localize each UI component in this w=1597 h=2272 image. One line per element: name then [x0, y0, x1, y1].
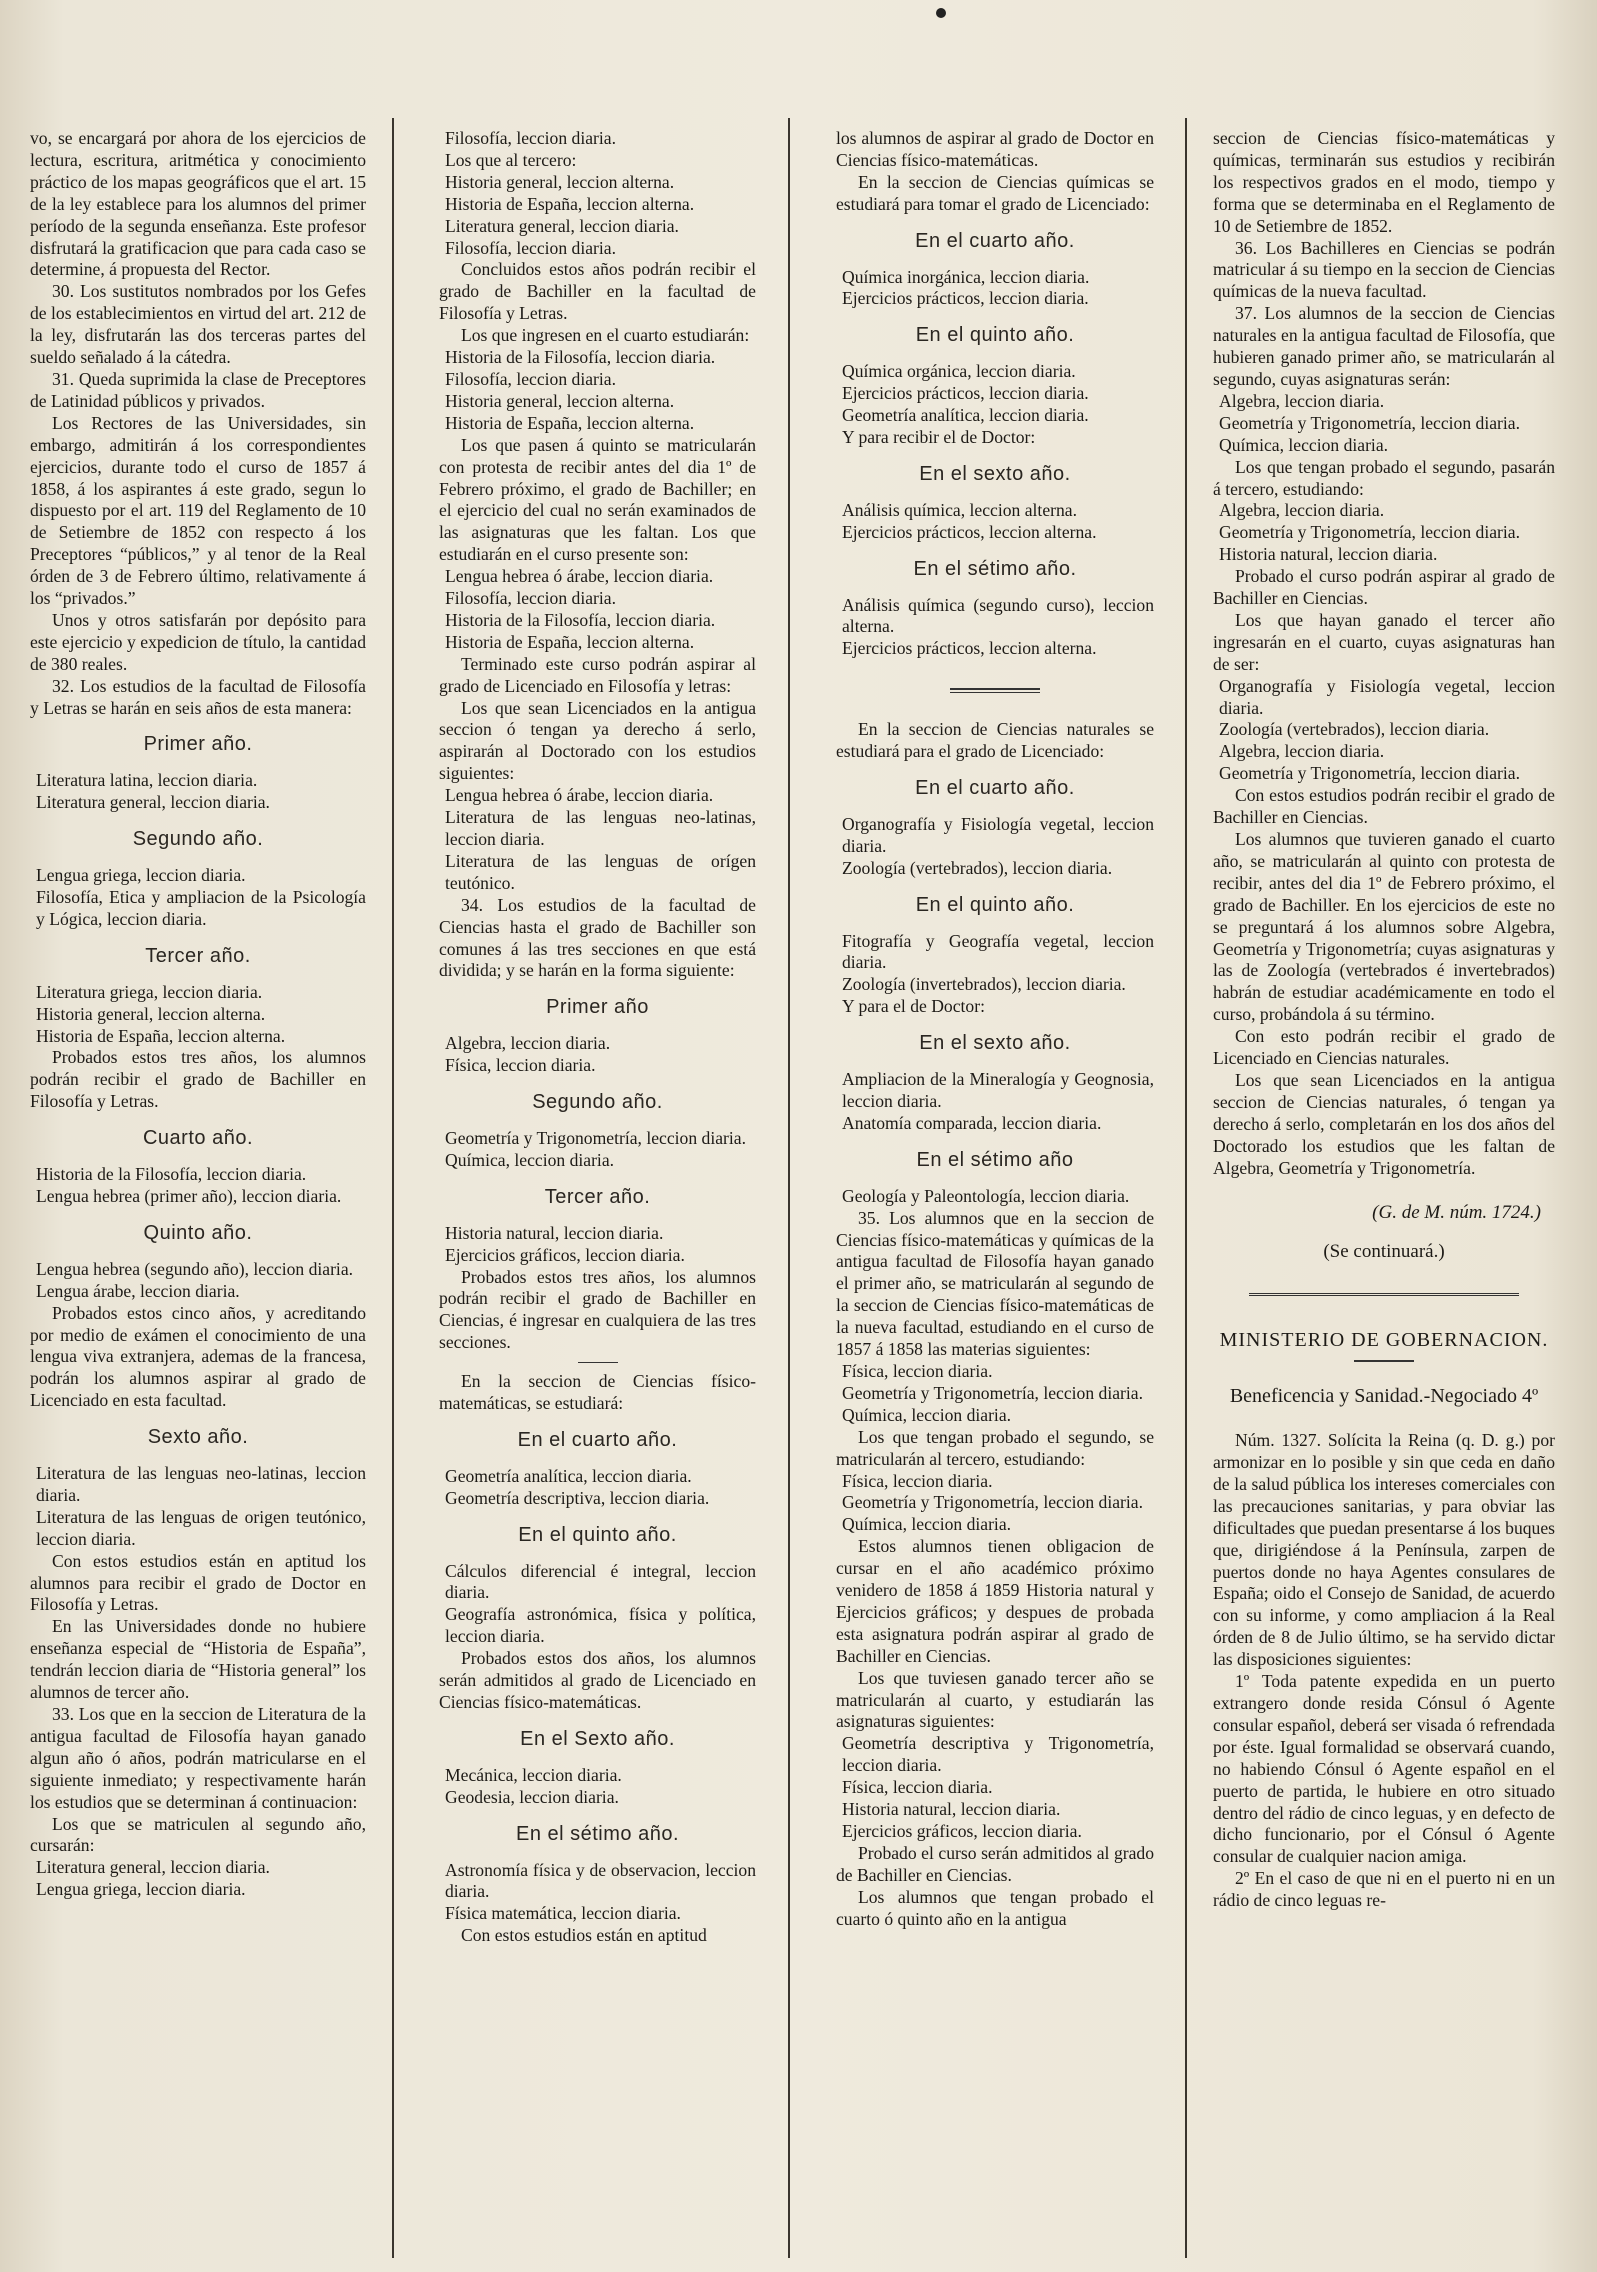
paragraph: Con esto podrán recibir el grado de Licenciado en Ciencias naturales. [1213, 1026, 1555, 1069]
paragraph: Probado el curso podrán aspirar al grado de Bachiller en Ciencias. [1213, 566, 1555, 609]
course-line: Algebra, leccion diaria. [1219, 390, 1385, 411]
course-line: Geometría y Trigonometría, leccion diaria. [445, 1127, 746, 1148]
year-heading: Sexto año. [147, 1426, 249, 1449]
paragraph: Probados estos tres años, los alumnos podrán recibir el grado de Bachiller en Filosofía y Letras. [30, 1047, 366, 1112]
course-line: Análisis química, leccion alterna. [842, 499, 1077, 520]
course-line: Organografía y Fisiología vegetal, leccion diaria. [842, 813, 1154, 856]
source-citation: (G. de M. núm. 1724.) [1372, 1201, 1541, 1223]
course-line: Lengua hebrea ó árabe, leccion diaria. [445, 785, 714, 806]
course-line: Y para el de Doctor: [842, 996, 985, 1017]
course-line: Literatura de las lenguas de orígen teutónico. [445, 850, 756, 893]
paragraph: Los que se matriculen al segundo año, cursarán: [30, 1813, 366, 1856]
paragraph: Concluidos estos años podrán recibir el grado de Bachiller en la facultad de Filosofía y Letras. [439, 259, 756, 324]
year-heading: Tercer año. [145, 944, 251, 967]
course-line: Geometría analítica, leccion diaria. [445, 1465, 692, 1486]
course-line: Lengua hebrea (segundo año), leccion diaria. [36, 1258, 354, 1279]
course-line: Ejercicios prácticos, leccion diaria. [842, 383, 1089, 404]
paragraph: Con estos estudios podrán recibir el grado de Bachiller en Ciencias. [1213, 785, 1555, 828]
paragraph: Los alumnos que tuvieren ganado el cuarto año, se matricularán al quinto con protesta de recibir, antes del dia 1º de Febrero próximo, el grado de Bachiller. En los ejercicios de este no se preguntará á los alumnos sobre Algebra, Geometría y Trigonometría; cuyas asignaturas y las de Zoología (vertebrados é invertebrados) habrán de estudiar académicamente en todo el curso, probándola á su término. [1213, 829, 1555, 1025]
year-heading: En el Sexto año. [520, 1727, 675, 1750]
course-line: Lengua griega, leccion diaria. [36, 1879, 246, 1900]
course-line: Historia de la Filosofía, leccion diaria. [445, 609, 716, 630]
paragraph: Los que sean Licenciados en la antigua seccion de Ciencias naturales, ó tengan ya derecho á serlo, completarán en los dos años del Doctorado los estudios que les faltan de Algebra, Geometría y Trigonometría. [1213, 1069, 1555, 1178]
section-divider [950, 688, 1040, 693]
year-heading: Segundo año. [132, 828, 264, 851]
year-heading: Primer año. [143, 733, 253, 756]
text-column-3 [836, 128, 1154, 2258]
paragraph: Con estos estudios están en aptitud [461, 1925, 707, 1946]
paragraph: Los Rectores de las Universidades, sin embargo, admitirán á los correspondientes ejercicios, durante todo el curso de 1857 á 1858, á los aspirantes á este grado, segun lo dispuesto por el art. 119 del Reglamento de 10 de Setiembre de 1852 con respecto á los Preceptores “públicos,” y al tenor de la Real órden de 3 de Febrero último, relativamente á los “privados.” [30, 412, 366, 609]
paragraph: 34. Los estudios de la facultad de Ciencias hasta el grado de Bachiller son comunes á las tres secciones en que está dividida; y se harán en la forma siguiente: [439, 894, 756, 981]
year-heading: En el quinto año. [915, 893, 1075, 916]
year-heading: En el cuarto año. [915, 229, 1075, 252]
course-line: Algebra, leccion diaria. [445, 1033, 611, 1054]
course-line: Historia general, leccion alterna. [445, 171, 675, 192]
course-line: Química, leccion diaria. [1219, 434, 1389, 455]
paragraph: Probados estos dos años, los alumnos serán admitidos al grado de Licenciado en Ciencias físico-matemáticas. [439, 1648, 756, 1712]
course-line: Filosofía, leccion diaria. [445, 368, 616, 389]
course-line: Literatura griega, leccion diaria. [36, 981, 263, 1002]
course-line: Historia de España, leccion alterna. [445, 412, 695, 433]
course-line: Física, leccion diaria. [842, 1470, 993, 1491]
course-line: Fitografía y Geografía vegetal, leccion diaria. [842, 930, 1154, 973]
text-column-4 [1213, 128, 1555, 2258]
course-line: Ampliacion de la Mineralogía y Geognosia, leccion diaria. [842, 1069, 1154, 1111]
course-line: Lengua hebrea (primer año), leccion diaria. [36, 1185, 342, 1206]
course-line: Zoología (vertebrados), leccion diaria. [842, 857, 1113, 878]
course-line: Química inorgánica, leccion diaria. [842, 266, 1090, 287]
paragraph: los alumnos de aspirar al grado de Doctor en Ciencias físico-matemáticas. [836, 128, 1154, 170]
course-line: Historia general, leccion alterna. [36, 1003, 266, 1024]
section-divider [578, 1362, 618, 1363]
course-line: Química, leccion diaria. [445, 1149, 615, 1170]
continued-note: (Se continuará.) [1323, 1241, 1445, 1263]
course-line: Historia natural, leccion diaria. [1219, 544, 1438, 565]
paragraph: 1º Toda patente expedida en un puerto extrangero donde resida Cónsul ó Agente consular español, deberá ser visada ó refrendada por éste. Igual formalidad se observará cuando, no habiendo Cónsul ó Agente español en el puerto de partida, le hubiere en otro situado dentro del rádio de cinco leguas, y en defecto de dicho funcionario, por el Cónsul ó Agente consular de cualquier nacion amiga. [1213, 1671, 1555, 1867]
paragraph: 37. Los alumnos de la seccion de Ciencias naturales en la antigua facultad de Filosofía, que hubieren ganado primer año, se matricularán al segundo, cuyas asignaturas serán: [1213, 303, 1555, 389]
course-line: Física, leccion diaria. [842, 1360, 993, 1381]
course-line: Física, leccion diaria. [445, 1055, 596, 1076]
paragraph: En la seccion de Ciencias naturales se estudiará para el grado de Licenciado: [836, 719, 1154, 762]
paragraph: Con estos estudios están en aptitud los alumnos para recibir el grado de Doctor en Filosofía y Letras. [30, 1550, 366, 1615]
paragraph: Los que tuviesen ganado tercer año se matricularán al cuarto, y estudiarán las asignaturas siguientes: [836, 1667, 1154, 1732]
year-heading: En el quinto año. [915, 324, 1075, 347]
course-line: Química orgánica, leccion diaria. [842, 361, 1076, 382]
text-column-2 [439, 128, 756, 2258]
year-heading: Tercer año. [544, 1185, 651, 1208]
paragraph: vo, se encargará por ahora de los ejercicios de lectura, escritura, aritmética y conocimiento práctico de los mapas geográficos que el art. 15 de la ley establece para los alumnos del primer período de la segunda enseñanza. Este profesor disfrutará la gratificacion que para cada caso se determine, á propuesta del Rector. [30, 128, 366, 280]
course-line: Mecánica, leccion diaria. [445, 1764, 622, 1785]
paragraph: 35. Los alumnos que en la seccion de Ciencias físico-matemáticas y químicas de la antigua facultad de Filosofía hayan ganado el primer año, se matricularán al segundo de la seccion de Ciencias físico-matemáticas de la nueva facultad, estudiando en el curso de 1857 á 1858 las materias siguientes: [836, 1207, 1154, 1360]
course-line: Filosofía, leccion diaria. [445, 237, 616, 258]
year-heading: En el sétimo año. [515, 1822, 680, 1845]
course-line: Historia de España, leccion alterna. [36, 1025, 286, 1046]
paragraph: Los que tengan probado el segundo, pasarán á tercero, estudiando: [1213, 456, 1555, 499]
course-line: Historia de España, leccion alterna. [445, 193, 695, 214]
course-line: Geometría analítica, leccion diaria. [842, 405, 1089, 426]
course-line: Historia natural, leccion diaria. [445, 1222, 664, 1243]
course-line: Geodesia, leccion diaria. [445, 1786, 619, 1807]
course-line: Historia de la Filosofía, leccion diaria. [445, 347, 716, 368]
paragraph: Unos y otros satisfarán por depósito para este ejercicio y expedicion de título, la cantidad de 380 reales. [30, 609, 366, 674]
course-line: Y para recibir el de Doctor: [842, 426, 1036, 447]
course-line: Historia de la Filosofía, leccion diaria. [36, 1164, 307, 1185]
text-column-1 [30, 128, 366, 2258]
year-heading: En el quinto año. [518, 1523, 677, 1546]
course-line: Ejercicios prácticos, leccion alterna. [842, 521, 1097, 542]
course-line: Geometría y Trigonometría, leccion diaria. [1219, 522, 1520, 543]
department-heading: Beneficencia y Sanidad.-Negociado 4º [1229, 1385, 1539, 1408]
paragraph: Probado el curso serán admitidos al grado de Bachiller en Ciencias. [836, 1842, 1154, 1885]
paragraph: En las Universidades donde no hubiere enseñanza especial de “Historia de España”, tendrán leccion diaria de “Historia general” los alumnos de tercer año. [30, 1616, 366, 1703]
paragraph: 32. Los estudios de la facultad de Filosofía y Letras se harán en seis años de esta manera: [30, 675, 366, 718]
course-line: Organografía y Fisiología vegetal, leccion diaria. [1219, 675, 1555, 718]
course-line: Geometría descriptiva, leccion diaria. [445, 1487, 710, 1508]
paragraph: En la seccion de Ciencias químicas se estudiará para tomar el grado de Licenciado: [836, 171, 1154, 214]
ink-mark [936, 8, 946, 18]
paragraph: Los que sean Licenciados en la antigua seccion ó tengan ya derecho á serlo, aspirarán al Doctorado con los estudios siguientes: [439, 697, 756, 784]
paragraph: 2º En el caso de que ni en el puerto ni en un rádio de cinco leguas re- [1213, 1868, 1555, 1911]
year-heading: En el sétimo año. [913, 557, 1077, 580]
course-line: Filosofía, leccion diaria. [445, 588, 616, 609]
paragraph: seccion de Ciencias físico-matemáticas y químicas, terminarán sus estudios y recibirán los respectivos grados en el modo, tiempo y forma que se determinaba en el Reglamento de 10 de Setiembre de 1852. [1213, 128, 1555, 236]
course-line: Física matemática, leccion diaria. [445, 1903, 681, 1924]
course-line: Filosofía, leccion diaria. [445, 128, 616, 148]
course-line: Algebra, leccion diaria. [1219, 500, 1385, 521]
course-line: Cálculos diferencial é integral, leccion diaria. [445, 1560, 756, 1603]
course-line: Geografía astronómica, física y política, leccion diaria. [445, 1604, 756, 1647]
year-heading: Quinto año. [143, 1221, 253, 1244]
course-line: Lengua árabe, leccion diaria. [36, 1280, 240, 1301]
course-line: Anatomía comparada, leccion diaria. [842, 1112, 1102, 1133]
course-line: Literatura de las lenguas neo-latinas, leccion diaria. [445, 807, 756, 849]
year-heading: Segundo año. [532, 1091, 663, 1114]
course-line: Historia de España, leccion alterna. [445, 631, 695, 652]
paragraph: Los que ingresen en el cuarto estudiarán: [461, 325, 750, 346]
paragraph: 30. Los sustitutos nombrados por los Gefes de los establecimientos en virtud del art. 212 de la ley, disfrutarán las dos terceras partes del sueldo señalado á la cátedra. [30, 281, 366, 368]
course-line: Geología y Paleontología, leccion diaria. [842, 1185, 1130, 1206]
course-line: Historia natural, leccion diaria. [842, 1799, 1061, 1820]
paragraph: Estos alumnos tienen obligacion de cursar en el año académico próximo venidero de 1858 á 1859 Historia natural y Ejercicios gráficos; y despues de probada esta asignatura podrán aspirar al grado de Bachiller en Ciencias. [836, 1536, 1154, 1666]
course-line: Literatura general, leccion diaria. [445, 215, 679, 236]
paragraph: 31. Queda suprimida la clase de Preceptores de Latinidad públicos y privados. [30, 368, 366, 411]
short-rule [1354, 1360, 1414, 1362]
year-heading: En el sétimo año [916, 1148, 1074, 1171]
course-line: Ejercicios prácticos, leccion alterna. [842, 638, 1097, 659]
course-line: Astronomía física y de observacion, leccion diaria. [445, 1859, 756, 1902]
paragraph: Los que tengan probado el segundo, se matricularán al tercero, estudiando: [836, 1426, 1154, 1469]
paragraph: En la seccion de Ciencias físico-matemáticas, se estudiará: [439, 1371, 756, 1414]
column-rule [1185, 118, 1187, 2258]
year-heading: Cuarto año. [142, 1127, 253, 1150]
course-line: Lengua griega, leccion diaria. [36, 865, 246, 886]
paragraph: 36. Los Bachilleres en Ciencias se podrán matricular á su tiempo en la seccion de Ciencias químicas de la nueva facultad. [1213, 237, 1555, 302]
course-line: Zoología (vertebrados), leccion diaria. [1219, 719, 1490, 740]
course-line: Geometría y Trigonometría, leccion diaria. [1219, 412, 1520, 433]
course-line: Zoología (invertebrados), leccion diaria. [842, 974, 1126, 995]
course-line: Análisis química (segundo curso), leccion alterna. [842, 594, 1154, 637]
paragraph: Núm. 1327. Solícita la Reina (q. D. g.) por armonizar en lo posible y sin que ceda en daño de la salud pública los intereses comerciales con las precauciones sanitarias, y para obviar las dificultades que puedan presentarse á los buques que, dirigiéndose á la Península, zarpen de puertos donde no haya Agentes consulares de España; oido el Consejo de Sanidad, de acuerdo con su informe, y como ampliacion á la Real órden de 8 de Julio último, se ha servido dictar las disposiciones siguientes: [1213, 1430, 1555, 1670]
paragraph: Terminado este curso podrán aspirar al grado de Licenciado en Filosofía y letras: [439, 653, 756, 696]
course-line: Química, leccion diaria. [842, 1514, 1012, 1535]
course-line: Ejercicios prácticos, leccion diaria. [842, 288, 1089, 309]
course-line: Física, leccion diaria. [842, 1777, 993, 1798]
course-line: Literatura general, leccion diaria. [36, 1857, 270, 1878]
paragraph: Los que pasen á quinto se matricularán con protesta de recibir antes del dia 1º de Febrero próximo, el grado de Bachiller; en el ejercicio del cual no serán examinados de las asignaturas que les faltan. Los que estudiarán en el curso presente son: [439, 434, 756, 565]
paragraph: Los alumnos que tengan probado el cuarto ó quinto año en la antigua [836, 1886, 1154, 1929]
double-rule [1249, 1293, 1519, 1300]
year-heading: En el sexto año. [919, 462, 1071, 485]
course-line: Historia general, leccion alterna. [445, 390, 675, 411]
ministry-heading: MINISTERIO DE GOBERNACION. [1219, 1329, 1549, 1352]
paragraph: Los que hayan ganado el tercer año ingresarán en el cuarto, cuyas asignaturas han de ser: [1213, 609, 1555, 674]
course-line: Literatura de las lenguas neo-latinas, leccion diaria. [36, 1463, 366, 1505]
course-line: Filosofía, Etica y ampliacion de la Psicología y Lógica, leccion diaria. [36, 887, 366, 929]
course-line: Literatura de las lenguas de origen teutónico, leccion diaria. [36, 1506, 366, 1549]
course-line: Ejercicios gráficos, leccion diaria. [842, 1821, 1082, 1841]
column-rule [392, 118, 394, 2258]
course-line: Literatura general, leccion diaria. [36, 792, 270, 813]
year-heading: En el cuarto año. [517, 1428, 678, 1451]
paragraph: Probados estos cinco años, y acreditando por medio de exámen el conocimiento de una lengua viva extranjera, ademas de la francesa, podrán los alumnos aspirar al grado de Licenciado en esta facultad. [30, 1302, 366, 1411]
year-heading: Primer año [546, 996, 649, 1019]
column-rule [788, 118, 790, 2258]
course-line: Geometría y Trigonometría, leccion diaria. [1219, 763, 1520, 784]
course-line: Geometría y Trigonometría, leccion diaria. [842, 1492, 1143, 1513]
course-line: Química, leccion diaria. [842, 1404, 1012, 1425]
course-line: Geometría y Trigonometría, leccion diaria. [842, 1382, 1143, 1403]
course-line: Lengua hebrea ó árabe, leccion diaria. [445, 566, 714, 587]
course-line: Algebra, leccion diaria. [1219, 741, 1385, 762]
year-heading: En el sexto año. [919, 1032, 1071, 1055]
course-line: Literatura latina, leccion diaria. [36, 770, 258, 791]
paragraph: Probados estos tres años, los alumnos podrán recibir el grado de Bachiller en Ciencias, é ingresar en cualquiera de las tres secciones. [439, 1266, 756, 1353]
course-line: Ejercicios gráficos, leccion diaria. [445, 1244, 685, 1265]
course-line: Los que al tercero: [445, 149, 577, 170]
course-line: Geometría descriptiva y Trigonometría, leccion diaria. [842, 1733, 1154, 1776]
paragraph: 33. Los que en la seccion de Literatura de la antigua facultad de Filosofía hayan ganado algun año ó años, podrán matricularse en el siguiente inmediato; y respectivamente harán los estudios que se determinan á continuacion: [30, 1704, 366, 1812]
year-heading: En el cuarto año. [915, 777, 1075, 800]
